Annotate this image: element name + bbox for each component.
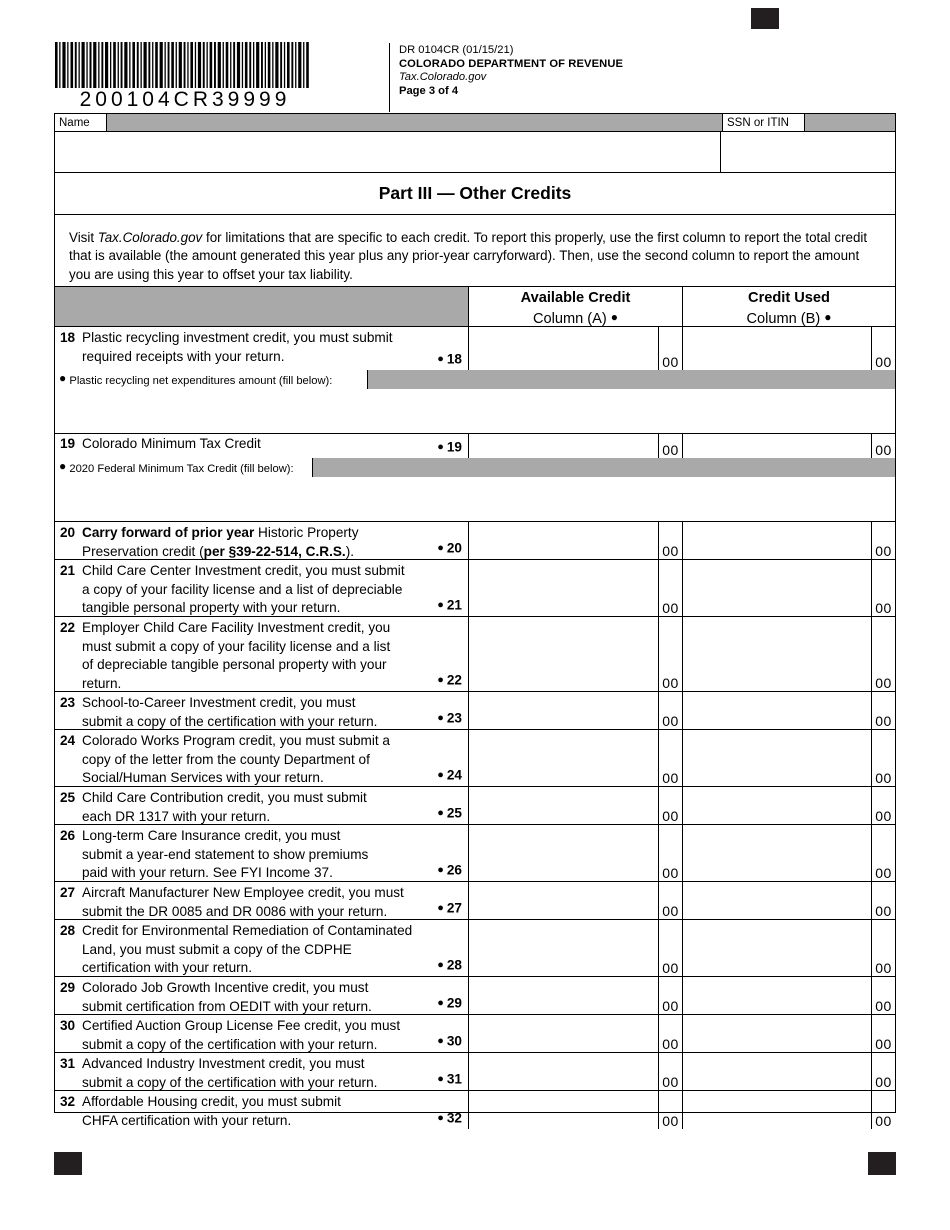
line-25-ref: ● 25 xyxy=(437,805,462,821)
line-23-cents-a: 00 xyxy=(658,692,682,729)
line-23-text-1: School-to-Career Investment credit, you must xyxy=(82,695,356,710)
table-row xyxy=(55,617,895,692)
line-26-label xyxy=(55,825,469,881)
line-26-cents-b: 00 xyxy=(871,825,895,881)
line-19-cents-b: 00 xyxy=(871,434,895,458)
column-a-subtitle: Column (A) xyxy=(532,311,607,327)
line-30-credit-used-input[interactable] xyxy=(683,1015,895,1052)
table-row xyxy=(55,1091,895,1129)
line-19-sub-gray xyxy=(313,458,895,477)
line-22-cents-a: 00 xyxy=(658,617,682,691)
line-18-text-2: required receipts with your return. xyxy=(82,348,285,364)
line-21-ref: ● 21 xyxy=(437,597,462,613)
name-input[interactable] xyxy=(55,132,721,172)
line-18-sub-header xyxy=(55,370,895,389)
table-row xyxy=(55,434,895,458)
line-31-cents-a: 00 xyxy=(658,1053,682,1090)
agency-name: COLORADO DEPARTMENT OF REVENUE xyxy=(399,57,624,70)
line-28-ref: ● 28 xyxy=(437,957,462,973)
line-21-text-3: tangible personal property with your return. xyxy=(82,600,341,616)
line-20-statute: per §39-22-514, C.R.S. xyxy=(203,543,346,559)
line-19-label xyxy=(55,434,469,458)
line-18-text-1: Plastic recycling investment credit, you must submit xyxy=(82,330,393,345)
line-25-cents-a: 00 xyxy=(658,787,682,824)
line-27-text-2: submit the DR 0085 and DR 0086 with your return. xyxy=(82,903,388,919)
line-19-ref: ● 19 xyxy=(437,439,462,455)
line-27-text-1: Aircraft Manufacturer New Employee credit, you must xyxy=(82,885,404,900)
table-row xyxy=(55,730,895,787)
line-26-number: 26 xyxy=(60,828,76,843)
line-31-credit-used-input[interactable] xyxy=(683,1053,895,1090)
header-divider xyxy=(389,43,390,112)
alignment-marker-bottom-left xyxy=(54,1152,82,1175)
form-body-frame xyxy=(54,113,896,1129)
line-26-text-2: submit a year-end statement to show premiums xyxy=(82,846,369,862)
line-30-text-2: submit a copy of the certification with your return. xyxy=(82,1036,378,1052)
bullet-icon: ● xyxy=(610,310,619,324)
line-32-text-2: CHFA certification with your return. xyxy=(82,1112,292,1128)
line-31-label xyxy=(55,1053,469,1090)
table-row xyxy=(55,825,895,882)
line-18-cents-a: 00 xyxy=(658,327,682,370)
name-header-fill xyxy=(107,114,723,131)
line-27-number: 27 xyxy=(60,885,76,900)
line-22-text-4: return. xyxy=(82,675,122,691)
line-32-available-credit-input[interactable] xyxy=(469,1091,683,1129)
line-23-credit-used-input[interactable] xyxy=(683,692,895,729)
barcode-number: 200104CR39999 xyxy=(79,88,291,111)
table-row xyxy=(55,692,895,730)
line-26-text-1: Long-term Care Insurance credit, you must xyxy=(82,828,341,843)
line-27-credit-used-input[interactable] xyxy=(683,882,895,919)
barcode-block xyxy=(54,42,312,111)
page-header xyxy=(54,42,896,112)
line-24-number: 24 xyxy=(60,733,76,748)
line-21-credit-used-input[interactable] xyxy=(683,560,895,616)
line-23-available-credit-input[interactable] xyxy=(469,692,683,729)
line-22-text-3: of depreciable tangible personal property with your xyxy=(82,657,387,673)
line-28-credit-used-input[interactable] xyxy=(683,920,895,976)
line-20-available-credit-input[interactable] xyxy=(469,522,683,559)
agency-website: Tax.Colorado.gov xyxy=(399,71,487,84)
bullet-icon: ● xyxy=(824,310,832,324)
line-20-cents-b: 00 xyxy=(871,522,895,559)
line-32-label xyxy=(55,1091,469,1129)
form-id: DR 0104CR (01/15/21) xyxy=(399,44,514,56)
line-24-text-3: Social/Human Services with your return. xyxy=(82,770,324,786)
line-18-sub-input[interactable] xyxy=(55,389,895,434)
line-30-available-credit-input[interactable] xyxy=(469,1015,683,1052)
alignment-marker-top-right xyxy=(751,8,779,29)
line-26-ref: ● 26 xyxy=(437,862,462,878)
line-31-text-2: submit a copy of the certification with your return. xyxy=(82,1074,378,1090)
line-18-sub-gray xyxy=(368,370,895,389)
intro-site-link: Tax.Colorado.gov xyxy=(97,230,203,245)
line-29-text-2: submit certification from OEDIT with your return. xyxy=(82,998,372,1014)
line-30-cents-b: 00 xyxy=(871,1015,895,1052)
line-25-cents-b: 00 xyxy=(871,787,895,824)
line-20-credit-used-input[interactable] xyxy=(683,522,895,559)
line-20-bold-prefix: Carry forward of prior year xyxy=(82,525,255,540)
line-20-cents-a: 00 xyxy=(658,522,682,559)
line-21-available-credit-input[interactable] xyxy=(469,560,683,616)
table-row xyxy=(55,560,895,617)
column-headers xyxy=(55,287,895,327)
line-22-credit-used-input[interactable] xyxy=(683,617,895,691)
table-row xyxy=(55,977,895,1015)
line-23-number: 23 xyxy=(60,695,76,710)
line-19-sub-header xyxy=(55,458,895,477)
line-32-cents-b: 00 xyxy=(871,1091,895,1129)
alignment-marker-bottom-right xyxy=(868,1152,896,1175)
table-row xyxy=(55,522,895,560)
page-number: Page 3 of 4 xyxy=(399,84,459,97)
line-19-cents-a: 00 xyxy=(658,434,682,458)
line-29-label xyxy=(55,977,469,1014)
line-28-number: 28 xyxy=(60,923,76,938)
line-21-number: 21 xyxy=(60,563,76,578)
column-header-b xyxy=(683,287,895,326)
line-32-cents-a: 00 xyxy=(658,1091,682,1129)
line-28-text-1: Credit for Environmental Remediation of Contaminated xyxy=(82,923,413,938)
line-31-ref: ● 31 xyxy=(437,1071,462,1087)
line-23-ref: ● 23 xyxy=(437,710,462,726)
line-23-text-2: submit a copy of the certification with your return. xyxy=(82,713,378,729)
line-24-ref: ● 24 xyxy=(437,767,462,783)
line-28-label xyxy=(55,920,469,976)
line-19-text-1: Colorado Minimum Tax Credit xyxy=(82,436,261,451)
line-29-available-credit-input[interactable] xyxy=(469,977,683,1014)
line-32-credit-used-input[interactable] xyxy=(683,1091,895,1129)
line-19-sub-input[interactable] xyxy=(55,477,895,522)
line-24-cents-a: 00 xyxy=(658,730,682,786)
line-22-ref: ● 22 xyxy=(437,672,462,688)
line-30-number: 30 xyxy=(60,1018,76,1033)
line-27-ref: ● 27 xyxy=(437,900,462,916)
line-24-cents-b: 00 xyxy=(871,730,895,786)
line-27-available-credit-input[interactable] xyxy=(469,882,683,919)
line-22-text-1: Employer Child Care Facility Investment credit, you xyxy=(82,620,391,635)
table-row xyxy=(55,882,895,920)
identity-header-row xyxy=(55,114,895,132)
line-25-text-1: Child Care Contribution credit, you must submit xyxy=(82,790,367,805)
line-18-label xyxy=(55,327,469,370)
line-18-ref: ● 18 xyxy=(437,351,462,367)
line-30-label xyxy=(55,1015,469,1052)
line-29-cents-a: 00 xyxy=(658,977,682,1014)
column-b-subtitle: Column (B) xyxy=(746,311,821,327)
line-30-text-1: Certified Auction Group License Fee credit, you must xyxy=(82,1018,401,1033)
line-28-cents-b: 00 xyxy=(871,920,895,976)
line-26-credit-used-input[interactable] xyxy=(683,825,895,881)
line-18-credit-used-input[interactable] xyxy=(683,327,895,370)
line-24-label xyxy=(55,730,469,786)
line-27-cents-a: 00 xyxy=(658,882,682,919)
line-18-available-credit-input[interactable] xyxy=(469,327,683,370)
line-29-number: 29 xyxy=(60,980,76,995)
line-22-available-credit-input[interactable] xyxy=(469,617,683,691)
line-29-ref: ● 29 xyxy=(437,995,462,1011)
line-21-text-2: a copy of your facility license and a list of depreciable xyxy=(82,581,403,597)
line-26-text-3: paid with your return. See FYI Income 37. xyxy=(82,865,333,881)
identity-entry-row xyxy=(55,132,895,173)
line-23-label xyxy=(55,692,469,729)
line-32-text-1: Affordable Housing credit, you must submit xyxy=(82,1094,341,1109)
column-a-title: Available Credit xyxy=(520,290,631,306)
line-18-sub-label: ● Plastic recycling net expenditures amount (fill below): xyxy=(55,370,368,389)
line-25-number: 25 xyxy=(60,790,76,805)
line-19-number: 19 xyxy=(60,436,76,451)
line-25-available-credit-input[interactable] xyxy=(469,787,683,824)
line-21-text-1: Child Care Center Investment credit, you must submit xyxy=(82,563,405,578)
line-30-ref: ● 30 xyxy=(437,1033,462,1049)
line-23-cents-b: 00 xyxy=(871,692,895,729)
line-28-cents-a: 00 xyxy=(658,920,682,976)
line-18-cents-b: 00 xyxy=(871,327,895,370)
line-21-cents-b: 00 xyxy=(871,560,895,616)
column-header-a xyxy=(469,287,683,326)
bullet-icon: ● xyxy=(59,371,67,385)
line-28-text-3: certification with your return. xyxy=(82,960,252,976)
line-22-cents-b: 00 xyxy=(871,617,895,691)
line-20-number: 20 xyxy=(60,525,76,540)
line-25-credit-used-input[interactable] xyxy=(683,787,895,824)
intro-text-b: for limitations that are specific to each credit. To report this properly, use the first column to report the total credit that is available (the amount generated this year plus any prior-year carryforward). Then, use the second column to report the amount you are using this year to offset your tax liability. xyxy=(69,230,868,282)
line-27-cents-b: 00 xyxy=(871,882,895,919)
line-32-ref: ● 32 xyxy=(437,1110,462,1126)
line-21-cents-a: 00 xyxy=(658,560,682,616)
ssn-header-fill xyxy=(805,114,895,131)
line-20-ref: ● 20 xyxy=(437,540,462,556)
part-title: Part III — Other Credits xyxy=(55,173,895,215)
table-row xyxy=(55,920,895,977)
line-21-label xyxy=(55,560,469,616)
barcode-image xyxy=(54,42,312,88)
table-row xyxy=(55,1015,895,1053)
header-identity-block xyxy=(399,44,623,98)
line-30-cents-a: 00 xyxy=(658,1015,682,1052)
line-19-sub-label: ● 2020 Federal Minimum Tax Credit (fill below): xyxy=(55,458,313,477)
line-31-text-1: Advanced Industry Investment credit, you must xyxy=(82,1056,365,1071)
line-20-label: 20 Carry forward of prior year Historic Property Preservation credit (per §39-22-514, C.R.S.). ● 20 xyxy=(55,522,469,559)
line-26-available-credit-input[interactable] xyxy=(469,825,683,881)
line-22-text-2: must submit a copy of your facility license and a list xyxy=(82,638,391,654)
part-intro-text xyxy=(55,215,895,287)
line-28-available-credit-input[interactable] xyxy=(469,920,683,976)
line-29-credit-used-input[interactable] xyxy=(683,977,895,1014)
line-24-available-credit-input[interactable] xyxy=(469,730,683,786)
line-31-number: 31 xyxy=(60,1056,76,1071)
intro-text-a: Visit xyxy=(69,230,98,245)
line-29-cents-b: 00 xyxy=(871,977,895,1014)
line-19-credit-used-input[interactable] xyxy=(683,434,895,458)
line-22-label xyxy=(55,617,469,691)
column-header-spacer xyxy=(55,287,469,326)
column-b-title: Credit Used xyxy=(748,290,830,306)
line-26-cents-a: 00 xyxy=(658,825,682,881)
line-27-label xyxy=(55,882,469,919)
line-24-text-2: copy of the letter from the county Department of xyxy=(82,751,370,767)
table-row xyxy=(55,787,895,825)
table-row xyxy=(55,327,895,370)
name-label: Name xyxy=(55,114,107,131)
line-22-number: 22 xyxy=(60,620,76,635)
line-31-available-credit-input[interactable] xyxy=(469,1053,683,1090)
line-24-credit-used-input[interactable] xyxy=(683,730,895,786)
line-25-text-2: each DR 1317 with your return. xyxy=(82,808,271,824)
ssn-input[interactable] xyxy=(721,132,895,172)
line-29-text-1: Colorado Job Growth Incentive credit, you must xyxy=(82,980,369,995)
ssn-label: SSN or ITIN xyxy=(723,114,805,131)
line-18-number: 18 xyxy=(60,330,76,345)
table-row xyxy=(55,1053,895,1091)
line-28-text-2: Land, you must submit a copy of the CDPHE xyxy=(82,941,352,957)
line-31-cents-b: 00 xyxy=(871,1053,895,1090)
bullet-icon: ● xyxy=(59,459,67,473)
line-25-label xyxy=(55,787,469,824)
line-19-available-credit-input[interactable] xyxy=(469,434,683,458)
line-32-number: 32 xyxy=(60,1094,76,1109)
line-24-text-1: Colorado Works Program credit, you must submit a xyxy=(82,733,390,748)
